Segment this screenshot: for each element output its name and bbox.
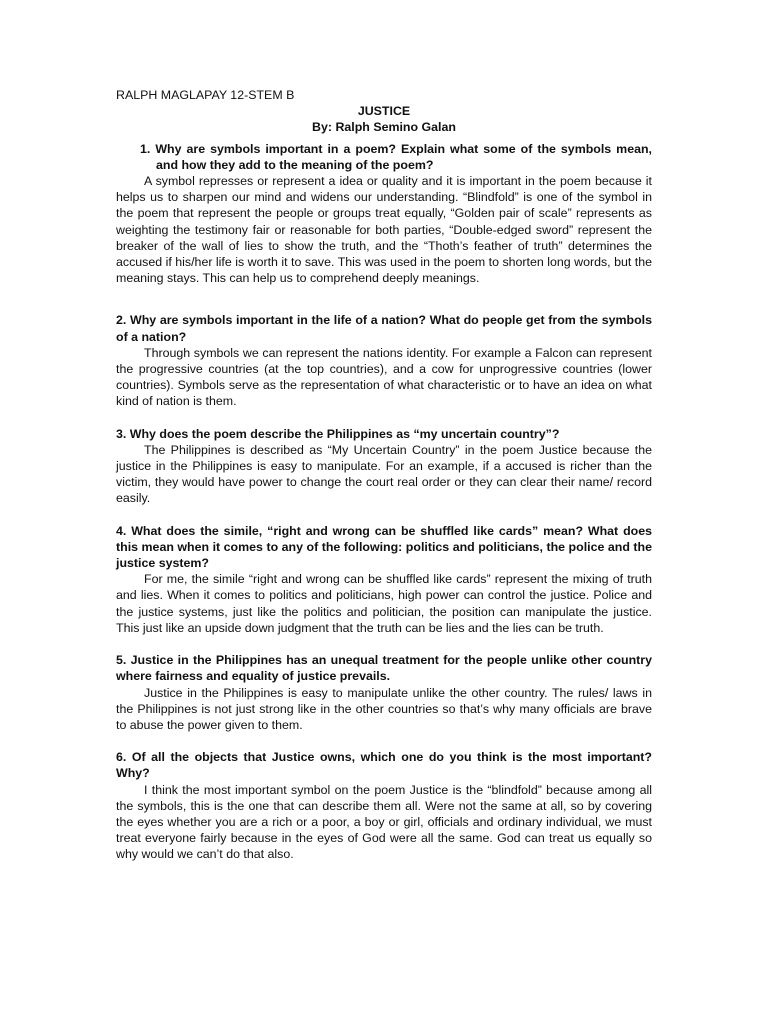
spacer: [116, 286, 652, 312]
answer-2: Through symbols we can represent the nations identity. For example a Falcon can represent the progressive countries (at the top countries), and a cow for unprogressive countries (lower countries). Symbols serve as the representation of what characteristic or to have an idea on what kind of nation is them.: [116, 345, 652, 409]
question-4: 4. What does the simile, “right and wrong can be shuffled like cards” mean? What does this mean when it comes to any of the following: politics and politicians, the police and the justice system?: [116, 523, 652, 571]
question-6: 6. Of all the objects that Justice owns, which one do you think is the most important? Why?: [116, 750, 652, 781]
question-2: 2. Why are symbols important in the life of a nation? What do people get from the symbols of a nation?: [116, 313, 652, 344]
answer-1: A symbol represses or represent a idea or quality and it is important in the poem because it helps us to sharpen our mind and widens our understanding. “Blindfold” is one of the symbol in the poem that represent the people or groups treat equally, “Golden pair of scale” represents as weighting the testimony fair or reasonable for both parties, “Double-edged sword” represent the breaker of the wall of lies to show the truth, and the “Thoth’s feather of truth” determines the accused if his/her life is worth it to save. This was used in the poem to shorten long words, but the meaning stays. This can help us to comprehend deeply meanings.: [116, 174, 652, 286]
page-title: JUSTICE: [357, 104, 411, 119]
question-5: 5. Justice in the Philippines has an unequal treatment for the people unlike other country where fairness and equality of justice prevails.: [116, 653, 652, 684]
spacer: [116, 636, 652, 652]
answer-6: I think the most important symbol on the poem Justice is the “blindfold” because among all the symbols, this is the one that can describe them all. Were not the same at all, so by covering the eyes whether you are a rich or a poor, a boy or girl, officials and ordinary individual, we must treat everyone fairly because in the eyes of God were all the same. God can treat us equally so why would we can’t do that also.: [116, 782, 652, 862]
question-3: 3. Why does the poem describe the Philippines as “my uncertain country”?: [116, 426, 560, 441]
spacer: [116, 733, 652, 749]
answer-3: The Philippines is described as “My Uncertain Country” in the poem Justice because the justice in the Philippines is easy to manipulate. For an example, if a accused is richer than the victim, they would have power to change the court real order or they can clear their name/ record easily.: [116, 442, 652, 506]
spacer: [116, 507, 652, 523]
byline: By: Ralph Semino Galan: [312, 120, 456, 135]
author-line: RALPH MAGLAPAY 12-STEM B: [116, 88, 295, 102]
answer-4: For me, the simile “right and wrong can be shuffled like cards” represent the mixing of truth and lies. When it comes to politics and politicians, high power can control the justice. Police and the justice systems, just like the politics and politician, the position can manipulate the justice. This just like an upside down judgment that the truth can be lies and the lies can be truth.: [116, 572, 652, 635]
answer-5: Justice in the Philippines is easy to manipulate unlike the other country. The rules/ laws in the Philippines is not just strong like in the other countries so that’s why many officials are brave to abuse the power given to them.: [116, 685, 652, 732]
spacer: [116, 410, 652, 426]
question-1: 1. Why are symbols important in a poem? Explain what some of the symbols mean, and how they add to the meaning of the poem?: [140, 141, 652, 172]
document-body: [116, 87, 652, 863]
